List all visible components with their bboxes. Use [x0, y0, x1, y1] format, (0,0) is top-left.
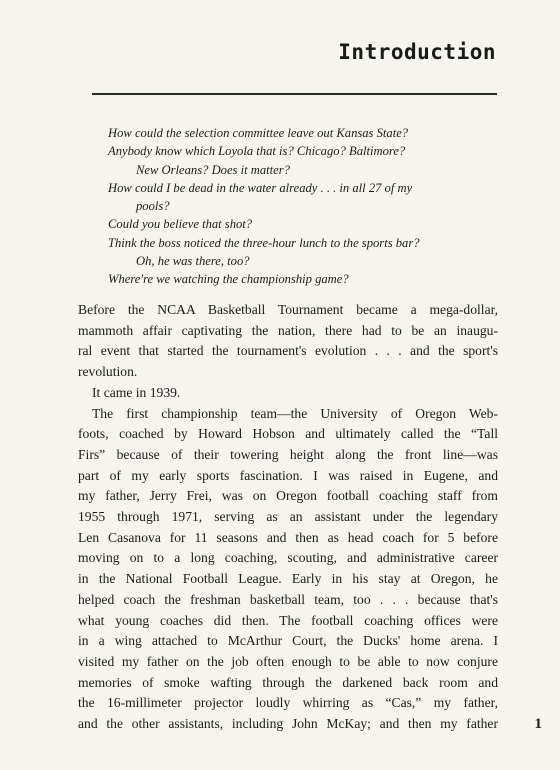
epigraph	[108, 124, 508, 289]
body-line: the 16-millimeter projector loudly whirring as “Cas,” my father,	[78, 695, 498, 711]
body-line: revolution.	[78, 364, 138, 380]
body-line: Len Casanova for 11 seasons and then as head coach for 5 before	[78, 529, 498, 545]
chapter-title: Introduction	[338, 40, 496, 64]
body-text	[78, 300, 498, 735]
epigraph-line: New Orleans? Does it matter?	[136, 162, 290, 177]
body-line: Firs” because of their towering height along the front line—was	[78, 446, 498, 462]
epigraph-line: Think the boss noticed the three-hour lunch to the sports bar?	[108, 235, 420, 250]
body-line: and the other assistants, including John McKay; and then my father	[78, 716, 498, 732]
title-rule	[92, 93, 497, 95]
body-line: ral event that started the tournament's evolution . . . and the sport's	[78, 343, 498, 359]
body-line: Before the NCAA Basketball Tournament became a mega-dollar,	[78, 302, 498, 317]
epigraph-line: How could the selection committee leave out Kansas State?	[108, 126, 409, 140]
epigraph-line: pools?	[136, 199, 170, 214]
body-line: foots, coached by Howard Hobson and ultimately called the “Tall	[78, 426, 498, 442]
epigraph-line: Anybody know which Loyola that is? Chicago? Baltimore?	[108, 144, 406, 159]
body-line: It came in 1939.	[92, 384, 181, 400]
epigraph-line: Where're we watching the championship game?	[108, 272, 349, 287]
epigraph-line: Oh, he was there, too?	[136, 254, 250, 269]
body-line: visited my father on the job often enough to be able to now conjure	[78, 653, 498, 669]
epigraph-line: How could I be dead in the water already . . . in all 27 of my	[108, 180, 413, 195]
body-line: helped coach the freshman basketball team, too . . . because that's	[78, 591, 498, 607]
body-line: memories of smoke wafting through the darkened back room and	[78, 674, 498, 690]
body-line: part of my early sports fascination. I was raised in Eugene, and	[78, 467, 498, 483]
body-line: what young coaches did then. The football coaching offices were	[78, 612, 498, 628]
body-line: The first championship team—the University of Oregon Web-	[92, 405, 498, 421]
body-line: in the National Football League. Early in his stay at Oregon, he	[78, 571, 498, 587]
page-number: 1	[534, 716, 542, 732]
body-line: in a wing attached to McArthur Court, the Ducks' home arena. I	[78, 633, 498, 649]
body-line: mammoth affair captivating the nation, there had to be an inaugu-	[78, 322, 498, 338]
body-line: my father, Jerry Frei, was on Oregon football coaching staff from	[78, 488, 498, 504]
body-line: moving on to a long coaching, scouting, and administrative career	[78, 550, 498, 566]
body-line: 1955 through 1971, serving as an assistant under the legendary	[78, 509, 498, 525]
epigraph-line: Could you believe that shot?	[108, 217, 253, 232]
